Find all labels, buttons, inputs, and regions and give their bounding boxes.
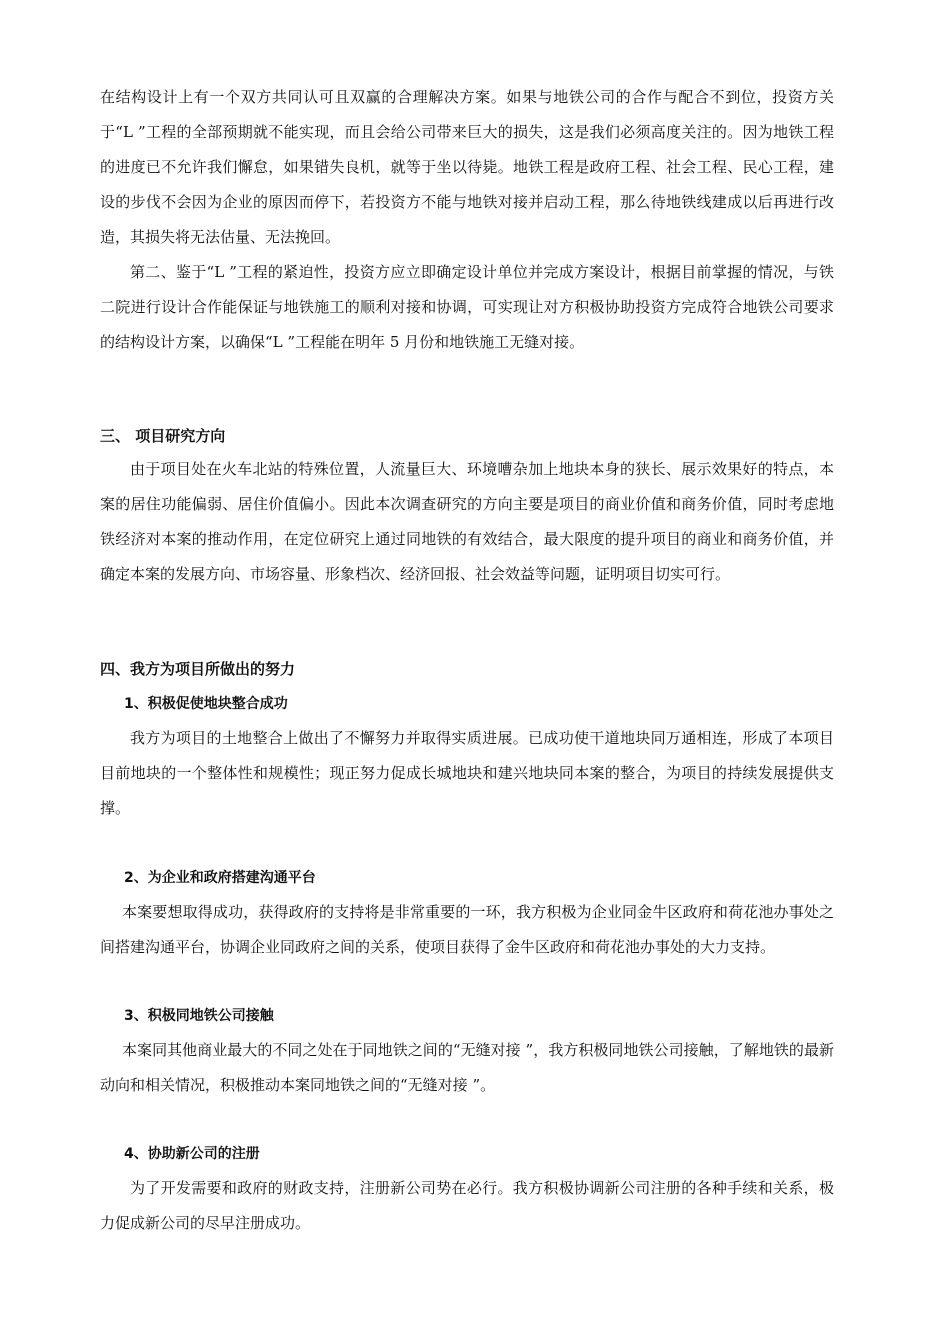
paragraph-structural-design: 在结构设计上有一个双方共同认可且双赢的合理解决方案。如果与地铁公司的合作与配合不到位，投资方关于“L ”工程的全部预期就不能实现，而且会给公司带来巨大的损失，这是我们必须高度关注的。因为地铁工程的进度已不允许我们懈怠，如果错失良机，就等于坐以待毙。地铁工程是政府工程、社会工程、民心工程，建设的步伐不会因为企业的原因而停下，若投资方不能与地铁对接并启动工程，那么待地铁线建成以后再进行改造，其损失将无法估量、无法挽回。	[100, 88, 834, 246]
subheading-company-registration: 4、协助新公司的注册	[124, 1146, 260, 1162]
paragraph-land-integration: 我方为项目的土地整合上做出了不懈努力并取得实质进展。已成功使干道地块同万通相连，形成了本项目目前地块的一个整体性和规模性；现正努力促成长城地块和建兴地块同本案的整合，为项目的持续发展提供支撑。	[100, 729, 834, 817]
subheading-land-integration: 1、积极促使地块整合成功	[124, 696, 288, 712]
subheading-government-platform: 2、为企业和政府搭建沟通平台	[124, 870, 316, 886]
paragraph-research-direction: 由于项目处在火车北站的特殊位置，人流量巨大、环境嘈杂加上地块本身的狭长、展示效果好的特点，本案的居住功能偏弱、居住价值偏小。因此本次调查研究的方向主要是项目的商业价值和商务价值，同时考虑地铁经济对本案的推动作用，在定位研究上通过同地铁的有效结合，最大限度的提升项目的商业和商务价值，并确定本案的发展方向、市场容量、形象档次、经济回报、社会效益等问题，证明项目切实可行。	[100, 460, 834, 583]
paragraph-second-point: 第二、鉴于“L ”工程的紧迫性，投资方应立即确定设计单位并完成方案设计，根据目前掌握的情况，与铁二院进行设计合作能保证与地铁施工的顺利对接和协调，可实现让对方积极协助投资方完成符合地铁公司要求的结构设计方案，以确保“L ”工程能在明年 5 月份和地铁施工无缝对接。	[100, 263, 834, 351]
paragraph-government-platform: 本案要想取得成功，获得政府的支持将是非常重要的一环，我方积极为企业同金牛区政府和荷花池办事处之间搭建沟通平台，协调企业同政府之间的关系，使项目获得了金牛区政府和荷花池办事处的大力支持。	[100, 903, 834, 956]
section-heading-research-direction: 三、 项目研究方向	[100, 427, 226, 445]
section-heading-our-efforts: 四、我方为项目所做出的努力	[100, 660, 296, 678]
paragraph-company-registration: 为了开发需要和政府的财政支持，注册新公司势在必行。我方积极协调新公司注册的各种手续和关系，极力促成新公司的尽早注册成功。	[100, 1179, 834, 1232]
subheading-metro-contact: 3、积极同地铁公司接触	[124, 1008, 274, 1024]
paragraph-metro-contact: 本案同其他商业最大的不同之处在于同地铁之间的“无缝对接 ”，我方积极同地铁公司接触，了解地铁的最新动向和相关情况，积极推动本案同地铁之间的“无缝对接 ”。	[100, 1041, 834, 1094]
